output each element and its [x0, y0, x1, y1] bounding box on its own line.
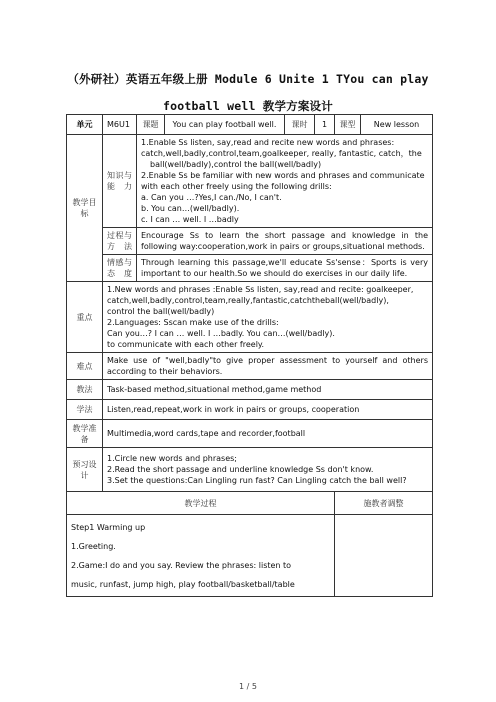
knowledge-label: 知识与能力 [103, 135, 137, 228]
difficulty-content: Make use of "well,badly"to give proper assessment to yourself and others according to their behaviors. [103, 353, 433, 380]
knowledge-line: catch,well,badly,control,team,goalkeeper, really, fantastic, catch，the [141, 149, 422, 158]
study-method-content: Listen,read,repeat,work in work in pairs or groups, cooperation [103, 400, 433, 420]
key-points-label: 重点 [67, 282, 103, 353]
preview-line: 3.Set the questions:Can Lingling run fast? Can Lingling catch the ball well? [107, 476, 407, 485]
process-content-row [67, 515, 433, 597]
lesson-label: 课题 [137, 115, 165, 135]
type-label: 课型 [335, 115, 361, 135]
key-point-line: Can you…? I can … well. I …badly. You can…(well/badly). [107, 329, 335, 338]
process-header: 教学过程 [67, 492, 335, 515]
method-label: 教法 [67, 380, 103, 400]
goals-emotion-row [67, 255, 433, 282]
knowledge-line: a. Can you …?Yes,I can./No, I can't. [141, 193, 282, 202]
difficulty-label: 难点 [67, 353, 103, 380]
emotion-content: Through learning this passage,we'll educate Ss'sense：Sports is very important to our health.So we should do exercises in our daily life. [137, 255, 433, 282]
knowledge-content [137, 135, 433, 228]
adjustment-header: 施教者调整 [335, 492, 433, 515]
goals-process-row [67, 228, 433, 255]
study-method-label: 学法 [67, 400, 103, 420]
preview-line: 2.Read the short passage and underline knowledge Ss don't know. [107, 465, 374, 474]
process-method-content: Encourage Ss to learn the short passage and knowledge in the following way:cooperation,work in pairs or groups,situational methods. [137, 228, 433, 255]
knowledge-line: 1.Enable Ss listen, say,read and recite new words and phrases: [141, 138, 395, 147]
process-header-row [67, 492, 433, 515]
knowledge-line: b. You can…(well/badly). [141, 204, 240, 213]
knowledge-line: 2.Enable Ss be familiar with new words and phrases and communicate [141, 171, 425, 180]
difficulty-row [67, 353, 433, 380]
preparation-label: 教学准备 [67, 420, 103, 448]
knowledge-line: c. I can … well. I …badly [141, 215, 239, 224]
preview-row [67, 448, 433, 492]
process-line: music, runfast, jump high, play football/basketball/table [71, 579, 295, 589]
preview-label: 预习设计 [67, 448, 103, 492]
document-title [40, 66, 456, 120]
knowledge-line: ball(well/badly),control the ball(well/badly) [150, 160, 322, 169]
preparation-row [67, 420, 433, 448]
key-point-line: to communicate with each other freely. [107, 340, 265, 349]
method-row [67, 380, 433, 400]
process-line: 1.Greeting. [71, 541, 116, 551]
title-line-1: （外研社）英语五年级上册 Module 6 Unite 1 TYou can play [67, 72, 429, 86]
preview-line: 1.Circle new words and phrases; [107, 454, 237, 463]
preview-content [103, 448, 433, 492]
process-line: 2.Game:I do and you say. Review the phrases: listen to [71, 560, 292, 570]
lesson-plan-table [66, 114, 433, 597]
goals-knowledge-row [67, 135, 433, 228]
lesson-value: You can play football well. [165, 115, 285, 135]
header-row [67, 115, 433, 135]
key-point-line: catch,well,badly,control,team,really,fantastic,catchtheball(well/badly), [107, 296, 389, 305]
key-point-line: control the ball(well/badly) [107, 307, 215, 316]
process-line: Step1 Warming up [71, 522, 146, 532]
goals-label: 教学目标 [67, 135, 103, 282]
key-points-row [67, 282, 433, 353]
preparation-content: Multimedia,word cards,tape and recorder,football [103, 420, 433, 448]
process-method-label: 过程与方法 [103, 228, 137, 255]
unit-label: 单元 [67, 115, 103, 135]
method-content: Task-based method,situational method,game method [103, 380, 433, 400]
key-points-content [103, 282, 433, 353]
process-content [67, 515, 335, 597]
page-number: 1 / 5 [239, 682, 257, 691]
study-method-row [67, 400, 433, 420]
adjustment-content [335, 515, 433, 597]
key-point-line: 2.Languages: Sscan make use of the drills: [107, 318, 279, 327]
type-value: New lesson [361, 115, 433, 135]
emotion-label: 情感与态度 [103, 255, 137, 282]
title-line-2: football well 教学方案设计 [163, 99, 333, 113]
periods-label: 课时 [285, 115, 315, 135]
periods-value: 1 [315, 115, 335, 135]
unit-value: M6U1 [103, 115, 137, 135]
key-point-line: 1.New words and phrases :Enable Ss listen, say,read and recite: goalkeeper, [107, 285, 414, 294]
knowledge-line: with each other freely using the following drills: [141, 182, 332, 191]
